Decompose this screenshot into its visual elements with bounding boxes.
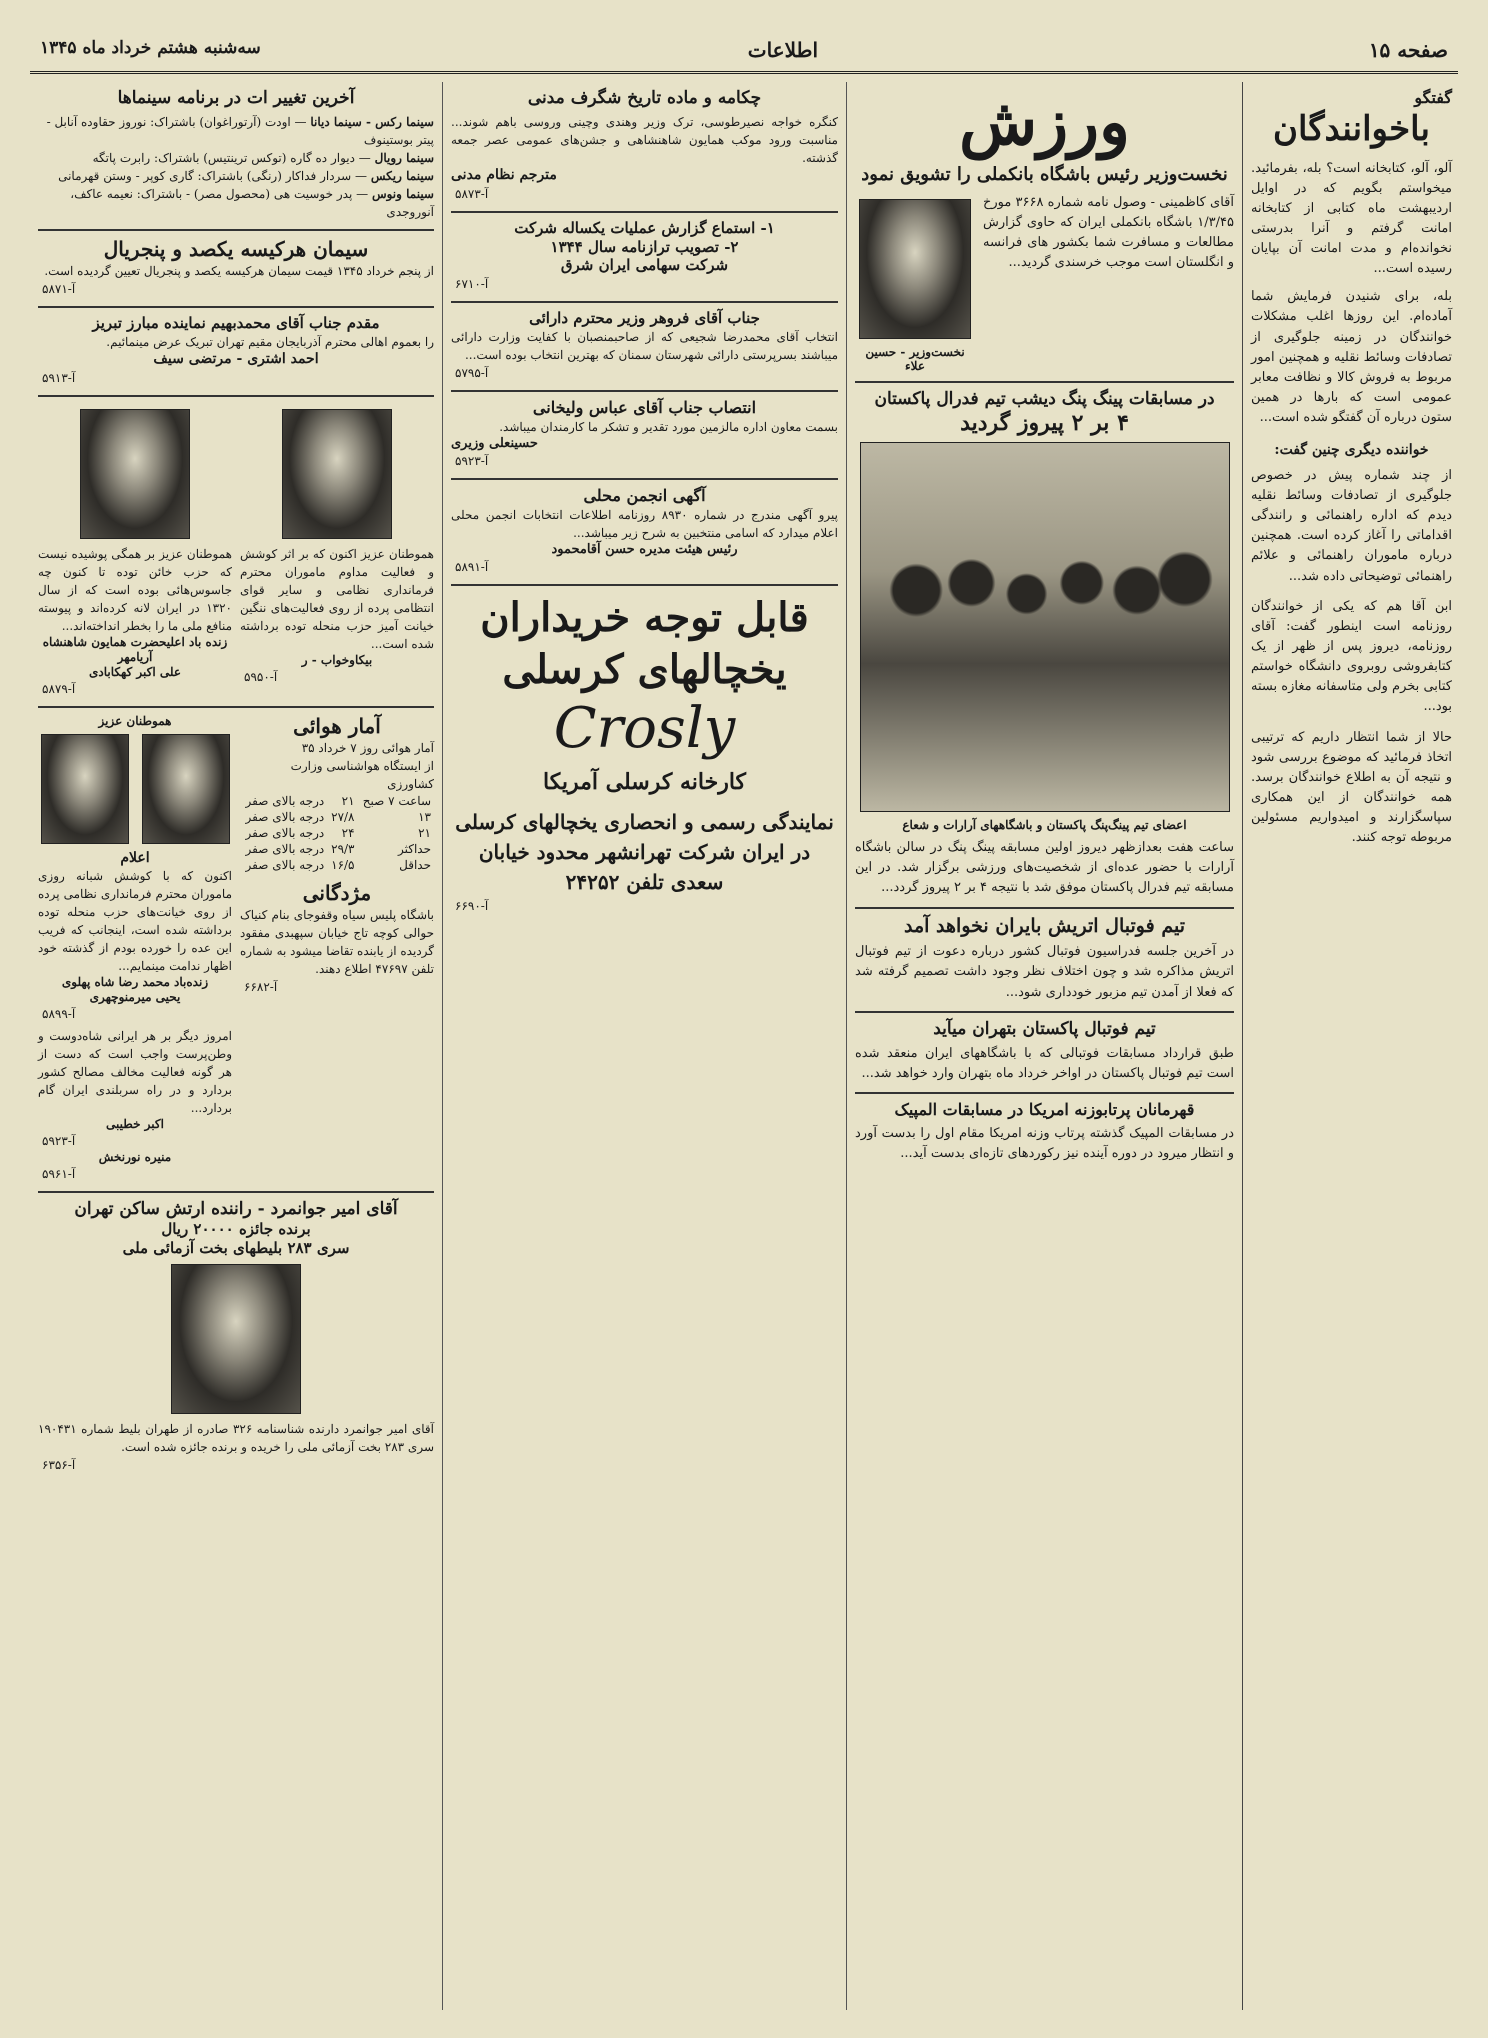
lottery-title: آقای امیر جوانمرد - راننده ارتش ساکن تهران <box>74 1199 398 1219</box>
ad-code-c4: آ-۵۸۷۹ <box>42 681 76 696</box>
ad-code-c11: آ-۶۳۵۶ <box>42 1457 76 1472</box>
readers-body-2: از چند شماره پیش در خصوص جلوگیری از تصادفات وسائط نقلیه دیدم که اداره راهنمائی و رانندگی اقداماتی را آغاز کرده است. همچنین درباره ماموران راهنمائی و علائم راهنمائی توضیحاتی داده شد... <box>1251 467 1452 584</box>
sports-headline-2: در مسابقات پینگ پنگ دیشب تیم فدرال پاکستان <box>874 388 1215 409</box>
reward-title: مژدگانی <box>302 880 372 905</box>
appointment-signature: حسینعلی وزیری <box>451 435 538 451</box>
poem-signature: مترجم نظام مدنی <box>451 167 557 184</box>
column-readers <box>1242 82 1460 2010</box>
column-notices <box>442 82 846 2010</box>
council-notice-text: پیرو آگهی مندرج در شماره ۸۹۳۰ روزنامه اطلاعات انتخابات انجمن محلی اعلام میدارد که اسامی منتخبین به شرح زیر میباشد... <box>451 508 838 540</box>
declaration-title: اعلام <box>120 849 150 866</box>
declaration-text-1: اکنون که با کوشش شبانه روزی ماموران محترم فرمانداری نظامی پرده از روی خیانت‌های حزب منحله توده برداشته شده است، اینجانب که فریب این عده را خورده بودم از گذشته خود اظهار ندامت مینمایم... <box>38 869 232 973</box>
cinema-name-3: سینما ریکس <box>370 169 434 184</box>
appointment-title: انتصاب جناب آقای عباس ولیخانی <box>532 397 757 417</box>
weather-title: آمار هوائی <box>293 713 381 738</box>
pingpong-team-photo <box>860 442 1230 812</box>
cinema-info-2: دیوار ده گاره (توکس ترینتیس) باشتراک: رابرت پاتگه <box>92 151 355 166</box>
sports-logo: ورزش <box>959 85 1130 160</box>
declaration-name-1: یحیی میرمنوچهری <box>89 990 181 1004</box>
sports-paragraph-5: در مسابقات المپیک گذشته پرتاب وزنه امریکا مقام اول را بدست آورد و انتظار میرود در دوره آینده نیز رکوردهای تازه‌ای بدست آید... <box>855 1126 1234 1162</box>
declaration-signature: زنده‌باد محمد رضا شاه پهلوی <box>61 975 209 989</box>
ad-code-1: آ-۵۸۷۳ <box>455 186 489 201</box>
sports-headline-3: تیم فوتبال اتریش بایران نخواهد آمد <box>904 914 1185 937</box>
lottery-prize: برنده جائزه ۲۰۰۰۰ ریال <box>161 1220 311 1239</box>
statement-signature-1: بیکاوخواب - ر <box>301 652 373 667</box>
column-announcements: آخرین تغییر ات در برنامه سینماها سینما رکس - سینما دیانا — اودت (آرتوراغوان) باشتراک: نوروز حقاوده آنابل - پیتر بوستینوف سینما رویال — دیوار ده گاره (توکس ترینتیس) باشتراک: رابرت پاتگه سینما ریکس — سردار فداکار (رنگی) باشتراک: گاری کوپر - وستن قهرمانی سینما ونوس — پدر خوسیت هی (محصول مصر) - باشتراک: نعیمه عاکف، آنوروجدی سیمان هرکیسه یکصد و پنجریال از پنجم خرداد ۱۳۴۵ قیمت سیمان هرکیسه یکصد و پنجریال تعیین گردیده است. آ-۵۸۷۱ مقدم جناب آقای محمدبهیم نماینده مبارز تبریز را بعموم اهالی محترم آذربایجان مقیم تهران تبریک عرض مینمائیم. احمد اشتری - مرتضی سیف آ-۵۹۱۳ هموطنان عزیز اکنون که بر اثر کوشش و فعالیت مداوم ماموران محترم فرمانداری نظامی و سایر قوای انتظامی پرده از روی فعالیت‌های ننگین خیانت آمیز حزب منحله توده برداشته شده است... بیکاوخواب - ر آ-۵۹۵۰ هموطنان عزیز بر همگی پوشیده نیست که حزب خائن توده تا کنون چه جاسوس‌هائی بوده است که از سال ۱۳۲۰ در ایران لانه کرده‌اند و پیوسته منافع ملی ما را بخطر انداخته‌اند... زنده باد اعلیحضرت همایون شاهنشاه آریامهر علی اکبر کهکابادی آ-۵۸۷۹ آمار هوائی آمار هوائی روز ۷ خرداد ۳۵ از ایستگاه هواشناسی وزارت کشاورزی ساعت ۷ صبح ۲۱ درجه بالای صفر ۱۳ ۲۷/۸ درجه بالای صفر ۲۱ ۲۴ درجه بالای صفر حداکثر ۲۹/۳ درجه بالای صفر حداقل ۱۶/۵ درجه بالای صفر مژدگانی باشگاه پلیس سیاه وقفوجای بنام کنیاک حوالی کوچه تاج خیابان سپهبدی مفقود گردیده از یابنده تقاضا میشود به شماره تلفن ۴۷۶۹۷ اطلاع دهند. آ-۶۶۸۲ هموطنان عزیز اعلام اکنون که با کوشش شبانه روزی ماموران محترم فرمانداری نظامی پرده از روی خیانت‌های حزب منحله توده برداشته شده است، اینجانب که فریب این عده را خورده بودم از گذشته خود اظهار ندامت مینمایم... زنده‌باد محمد رضا شاه پهلوی یحیی میرمنوچهری آ-۵۸۹۹ امروز دیگر بر هر ایرانی شاه‌دوست و وطن‌پرست واجب است که دست از هر گونه فعالیت مخالف مصالح کشور بردارد و در راه سربلندی ایران گام بردارد... اکبر خطیبی آ-۵۹۲۳ منیره نورنخش آ-۵۹۶۱ آقای امیر جوانمرد - راننده ارتش ساکن تهران برنده جائزه ۲۰۰۰۰ ریال سری ۲۸۳ بلیطهای بخت آزمائی ملی آقای امیر جوانمرد دارنده شناسنامه ۳۲۶ صادره از طهران بلیط شماره ۱۹۰۴۳۱ سری ۲۸۳ بخت آزمائی ملی را خریده و برنده جائزه شده است. آ-۶۳۵۶ <box>30 82 442 2010</box>
ad-code-c2: آ-۵۸۷۱ <box>42 282 76 297</box>
readers-subhead: خواننده دیگری چنین گفت: <box>1274 442 1429 459</box>
sports-paragraph-1: آقای کاظمینی - وصول نامه شماره ۳۶۶۸ مورخ ۱/۳/۴۵ باشگاه بانکملی ایران که حاوی گزارش مطالعات و مسافرت شما بکشور های فرانسه و انگلستان است موجب خرسندی گردید... <box>983 194 1234 271</box>
ad-code-7: آ-۶۶۹۰ <box>455 898 489 913</box>
readers-body-4: حالا از شما انتظار داریم که ترتیبی اتخاذ فرمائید که موضوع بررسی شود و نتیجه آن به اطلاع خوانندگان برسد. همه خوانندگان از این همکاری سپاسگزارند و امیدواریم مسئولین مربوطه توجه کنند. <box>1251 729 1452 846</box>
ad-code-4: آ-۵۷۹۵ <box>455 365 489 380</box>
council-notice-signature: رئیس هیئت مدیره حسن آقامحمود <box>551 542 738 557</box>
ad-code-c10: آ-۵۹۶۱ <box>42 1167 76 1181</box>
lottery-series: سری ۲۸۳ بلیطهای بخت آزمائی ملی <box>122 1239 350 1257</box>
appointment-text: بسمت معاون اداره مالزمین مورد تقدیر و تشکر ما کارمندان میباشد. <box>499 419 838 434</box>
prime-minister-caption: نخست‌وزیر - حسین علاء <box>865 344 965 373</box>
page-number: صفحه ۱۵ <box>1368 38 1448 62</box>
crosly-brand: Crosly <box>553 696 736 762</box>
company-name: شرکت سهامی ایران شرق <box>560 256 729 275</box>
weather-table <box>240 793 434 873</box>
statement-photo-4 <box>41 734 129 844</box>
statement-photo-1 <box>282 409 392 539</box>
lottery-text: آقای امیر جوانمرد دارنده شناسنامه ۳۲۶ صادره از طهران بلیط شماره ۱۹۰۴۳۱ سری ۲۸۳ بخت آزمائی ملی را خریده و برنده جائزه شده است. <box>38 1421 434 1454</box>
ad-code-c3: آ-۵۹۱۳ <box>42 370 76 385</box>
weather-row: ساعت ۷ صبح ۲۱ درجه بالای صفر <box>245 793 431 808</box>
poem-text: کنگره خواجه نصیرطوسی، ترک وزیر وهندی وچینی وروسی باهم شوند... مناسبت ورود موکب همایون شاهنشاهی و جشن‌های عمومی عصر جمعه گذشته. <box>451 115 838 166</box>
ad-code-c9: آ-۵۹۲۳ <box>42 1134 76 1148</box>
countrymen-caption: هموطنان عزیز <box>98 713 172 728</box>
cinema-name-1: سینما رکس - سینما دیانا <box>310 115 434 130</box>
weather-row: ۲۱ ۲۴ درجه بالای صفر <box>245 825 431 840</box>
sports-score: ۴ بر ۲ پیروز گردید <box>960 410 1129 437</box>
cement-text: از پنجم خرداد ۱۳۴۵ قیمت سیمان هرکیسه یکصد و پنجریال تعیین گردیده است. <box>44 264 434 279</box>
tabriz-text: را بعموم اهالی محترم آذربایجان مقیم تهران تبریک عرض مینمائیم. <box>106 335 434 349</box>
statement-photo-3 <box>142 734 230 844</box>
statement-signature-2: زنده باد اعلیحضرت همایون شاهنشاه آریامهر <box>42 634 228 664</box>
readers-title: باخوانندگان <box>1273 109 1430 149</box>
cinema-name-4: سینما ونوس <box>371 187 434 202</box>
ad-code-c5: آ-۵۹۵۰ <box>244 669 278 684</box>
column-sports <box>846 82 1242 2010</box>
sports-paragraph-2: ساعت هفت بعدازظهر دیروز اولین مسابقه پینگ پنگ در سالن باشگاه آرارات با حضور عده‌ای از شخصیت‌های ورزشی برگزار شد. در این مسابقه تیم فدرال پاکستان موفق شد با نتیجه ۴ بر ۲ پیروز گردد... <box>855 840 1234 896</box>
weather-source: از ایستگاه هواشناسی وزارت کشاورزی <box>290 758 434 791</box>
cinema-info-1: اودت (آرتوراغوان) باشتراک: نوروز حقاوده آنابل - پیتر بوستینوف <box>46 115 434 148</box>
weather-row: حداقل ۱۶/۵ درجه بالای صفر <box>245 857 431 872</box>
declaration-name-2: اکبر خطیبی <box>106 1117 164 1131</box>
pingpong-team-caption: اعضای تیم پینگ‌پنگ پاکستان و باشگاههای آرارات و شعاع <box>902 818 1187 833</box>
prime-minister-photo <box>859 199 971 339</box>
cinema-info-3: سردار فداکار (رنگی) باشتراک: گاری کوپر - وستن قهرمانی <box>58 169 352 184</box>
ad-code-5: آ-۵۹۲۳ <box>455 454 489 468</box>
sports-paragraph-4: طبق قرارداد مسابقات فوتبالی که با باشگاههای ایران منعقد شده است تیم فوتبال پاکستان در اواخر خرداد ماه بتهران وارد خواهد شد... <box>855 1045 1234 1082</box>
readers-body-3: ابن آقا هم که یکی از خوانندگان روزنامه است اینطور گفت: آقای روزنامه، دیروز پس از ظهر از یک کتابفروشی روبروی دانشگاه خواستم کتابی بخرم ولی متاسفانه مغازه بسته بود... <box>1251 598 1452 715</box>
paper-name: اطلاعات <box>747 38 818 62</box>
readers-intro: آلو، آلو، کتابخانه است؟ بله، بفرمائید. میخواستم بگویم که در اوایل اردیبهشت ماه کتابی از کتابخانه امانت گرفتم و آنرا بدرستی نخوانده‌ام و مدت امانت آن بپایان رسیده است... <box>1251 160 1452 277</box>
crosly-ad-product: یخچالهای کرسلی <box>502 646 787 694</box>
poem-title: چکامه و ماده تاریخ شگرف مدنی <box>527 88 762 108</box>
tabriz-title: مقدم جناب آقای محمدبهیم نماینده مبارز تبریز <box>92 314 380 333</box>
crosly-ad-headline: قابل توجه خریداران <box>480 594 809 642</box>
weather-row: حداکثر ۲۹/۳ درجه بالای صفر <box>245 841 431 856</box>
crosly-dealer: نمایندگی رسمی و انحصاری یخچالهای کرسلی در ایران شرکت تهرانشهر محدود خیابان سعدی تلفن ۲۴۲۵۲ <box>455 809 834 894</box>
readers-body-1: بله، برای شنیدن فرمایش شما آماده‌ام. این روزها اغلب مشکلات خوانندگان در زمینه جلوگیری از تصادفات وسائط نقلیه و همچنین امور مربوط به فروش کالا و نظافت معابر عمومی است که بارها در همین ستون درباره آن گفتگو شده است... <box>1251 289 1452 426</box>
meeting-item-1: ۱- استماع گزارش عملیات یکساله شرکت <box>514 218 775 237</box>
statement-name-2: علی اکبر کهکابادی <box>88 664 182 679</box>
statement-photo-2 <box>80 409 190 539</box>
weather-row: ۱۳ ۲۷/۸ درجه بالای صفر <box>245 809 431 824</box>
sports-headline-5: قهرمانان پرتابوزنه امریکا در مسابقات المپیک <box>894 1100 1195 1120</box>
issue-date: سه‌شنبه هشتم خرداد ماه ۱۳۴۵ <box>40 38 261 58</box>
statement-text-2: هموطنان عزیز بر همگی پوشیده نیست که حزب خائن توده تا کنون چه جاسوس‌هائی بوده است که از سال ۱۳۲۰ در ایران لانه کرده‌اند و پیوسته منافع ملی ما را بخطر انداخته‌اند... <box>38 546 232 633</box>
ad-code-c6: آ-۶۶۸۲ <box>244 979 278 994</box>
crosly-factory: کارخانه کرسلی آمریکا <box>542 769 747 796</box>
ad-code-6: آ-۵۸۹۱ <box>455 560 489 575</box>
tabriz-signature: احمد اشتری - مرتضی سیف <box>153 351 319 367</box>
lottery-winner-photo <box>171 1264 301 1414</box>
cinema-info-4: پدر خوسیت هی (محصول مصر) - باشتراک: نعیمه عاکف، آنوروجدی <box>70 187 434 220</box>
declaration-name-3: منیره نورنخش <box>98 1150 172 1164</box>
sports-headline-1: نخست‌وزیر رئیس باشگاه بانکملی را تشویق نمود <box>861 164 1228 186</box>
ad-code-c8: آ-۵۸۹۹ <box>42 1007 76 1021</box>
council-notice-title: آگهی انجمن محلی <box>583 486 706 505</box>
cement-title: سیمان هرکیسه یکصد و پنجریال <box>103 237 369 262</box>
ad-code-2: آ-۶۷۱۰ <box>455 277 489 291</box>
weather-date: آمار هوائی روز ۷ خرداد ۳۵ <box>301 740 434 755</box>
page-header <box>30 28 1458 74</box>
reward-text: باشگاه پلیس سیاه وقفوجای بنام کنیاک حوالی کوچه تاج خیابان سپهبدی مفقود گردیده از یابنده تقاضا میشود به شماره تلفن ۴۷۶۹۷ اطلاع دهند. <box>240 907 434 976</box>
declaration-text-2: امروز دیگر بر هر ایرانی شاه‌دوست و وطن‌پرست واجب است که دست از هر گونه فعالیت مخالف مصالح کشور بردارد و در راه سربلندی ایران گام بردارد... <box>38 1029 232 1115</box>
statement-text-1: هموطنان عزیز اکنون که بر اثر کوشش و فعالیت مداوم ماموران محترم فرمانداری نظامی و سایر قوای انتظامی پرده از روی فعالیت‌های ننگین خیانت آمیز حزب منحله توده برداشته شده است... <box>240 546 434 651</box>
meeting-item-2: ۲- تصویب ترازنامه سال ۱۳۴۴ <box>550 237 739 256</box>
finance-minister-text: انتخاب آقای محمدرضا شجیعی که از صاحبمنصبان با کفایت وزارت دارائی میباشند بسرپرستی دارائی شهرستان سمنان که بهترین انتخاب بوده است... <box>451 329 838 362</box>
finance-minister-title: جناب آقای فروهر وزیر محترم دارائی <box>529 309 760 327</box>
cinema-name-2: سینما رویال <box>374 151 434 166</box>
cinema-title: آخرین تغییر ات در برنامه سینماها <box>117 88 355 108</box>
sports-paragraph-3: در آخرین جلسه فدراسیون فوتبال کشور درباره دعوت از تیم فوتبال اتریش مذاکره شد و چون اختلاف نظر وجود داشت تصمیم گرفته شد که فعلا از آمدن تیم مزبور خودداری شود... <box>855 944 1234 1000</box>
readers-title-small: گفتگو <box>1414 88 1452 107</box>
sports-headline-4: تیم فوتبال پاکستان بتهران میآید <box>933 1018 1156 1039</box>
